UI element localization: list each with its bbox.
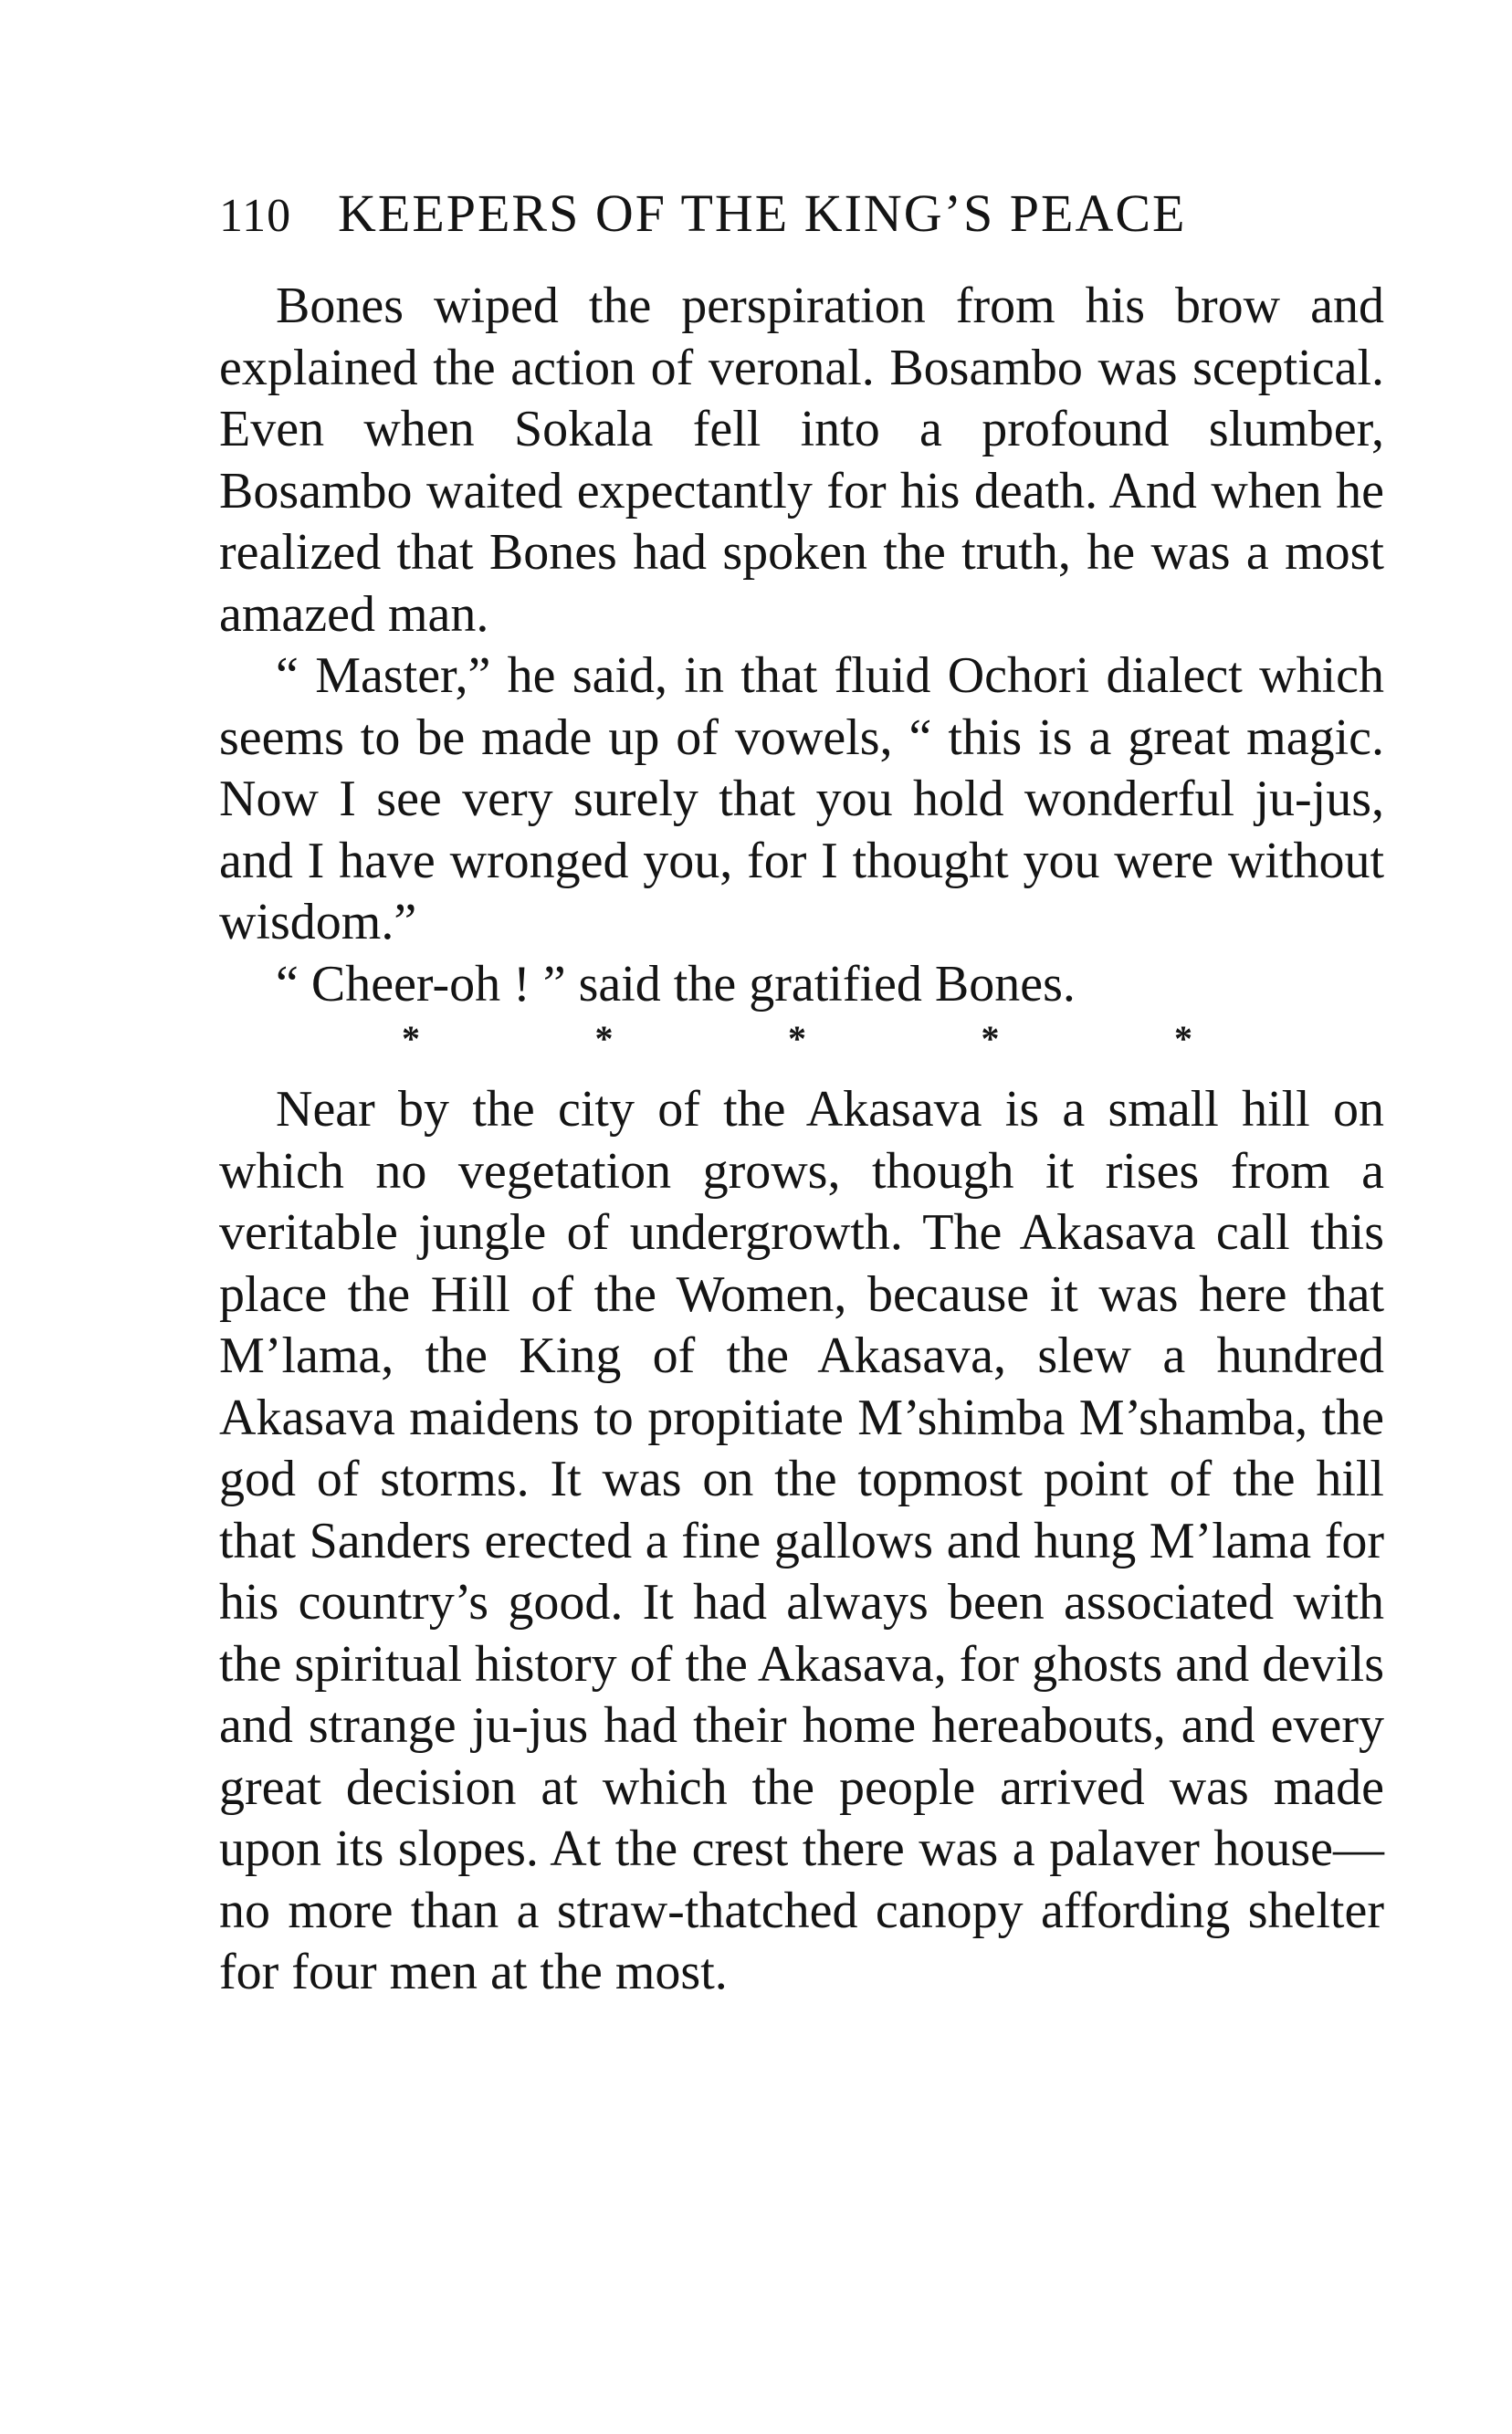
running-title: KEEPERS OF THE KING’S PEACE <box>338 184 1187 243</box>
paragraph-cheer-oh: “ Cheer-oh ! ” said the gratified Bones. <box>276 955 1076 1012</box>
paragraph-bones-veronal: Bones wiped the perspiration from his brow and explained the action of veronal. Bosambo was sceptical. Even when Sokala fell into a profound slumber, Bosambo waited expectantly for his death. And when he realized that Bones had spoken the truth, he was a most amazed man. <box>219 278 1384 643</box>
book-page <box>219 183 1384 2004</box>
section-break-star: * <box>788 1018 806 1059</box>
section-break <box>402 1019 1192 1059</box>
page-number: 110 <box>219 190 292 242</box>
section-break-star: * <box>402 1018 420 1059</box>
paragraph-master-dialogue: “ Master,” he said, in that fluid Ochori dialect which seems to be made up of vowels, “ this is a great magic. Now I see very surely that you hold wonderful ju-jus, and I have wronged you, for I thought you were without wisdom.” <box>219 647 1384 950</box>
running-head <box>219 183 1384 259</box>
section-break-star: * <box>1174 1018 1192 1059</box>
section-break-star: * <box>594 1018 614 1059</box>
section-break-star: * <box>981 1018 1000 1059</box>
paragraph-hill-of-the-women: Near by the city of the Akasava is a small hill on which no vegetation grows, though it rises from a veritable jungle of undergrowth. The Akasava call this place the Hill of the Women, because it was here that M’lama, the King of the Akasava, slew a hundred Akasava maidens to propitiate M’shimba M’shamba, the god of storms. It was on the topmost point of the hill that Sanders erected a fine gallows and hung M’lama for his country’s good. It had always been associated with the spiritual history of the Akasava, for ghosts and devils and strange ju-jus had their home hereabouts, and every great decision at which the people arrived was made upon its slopes. At the crest there was a palaver house— no more than a straw-thatched canopy affording shelter for four men at the most. <box>219 1081 1384 2000</box>
